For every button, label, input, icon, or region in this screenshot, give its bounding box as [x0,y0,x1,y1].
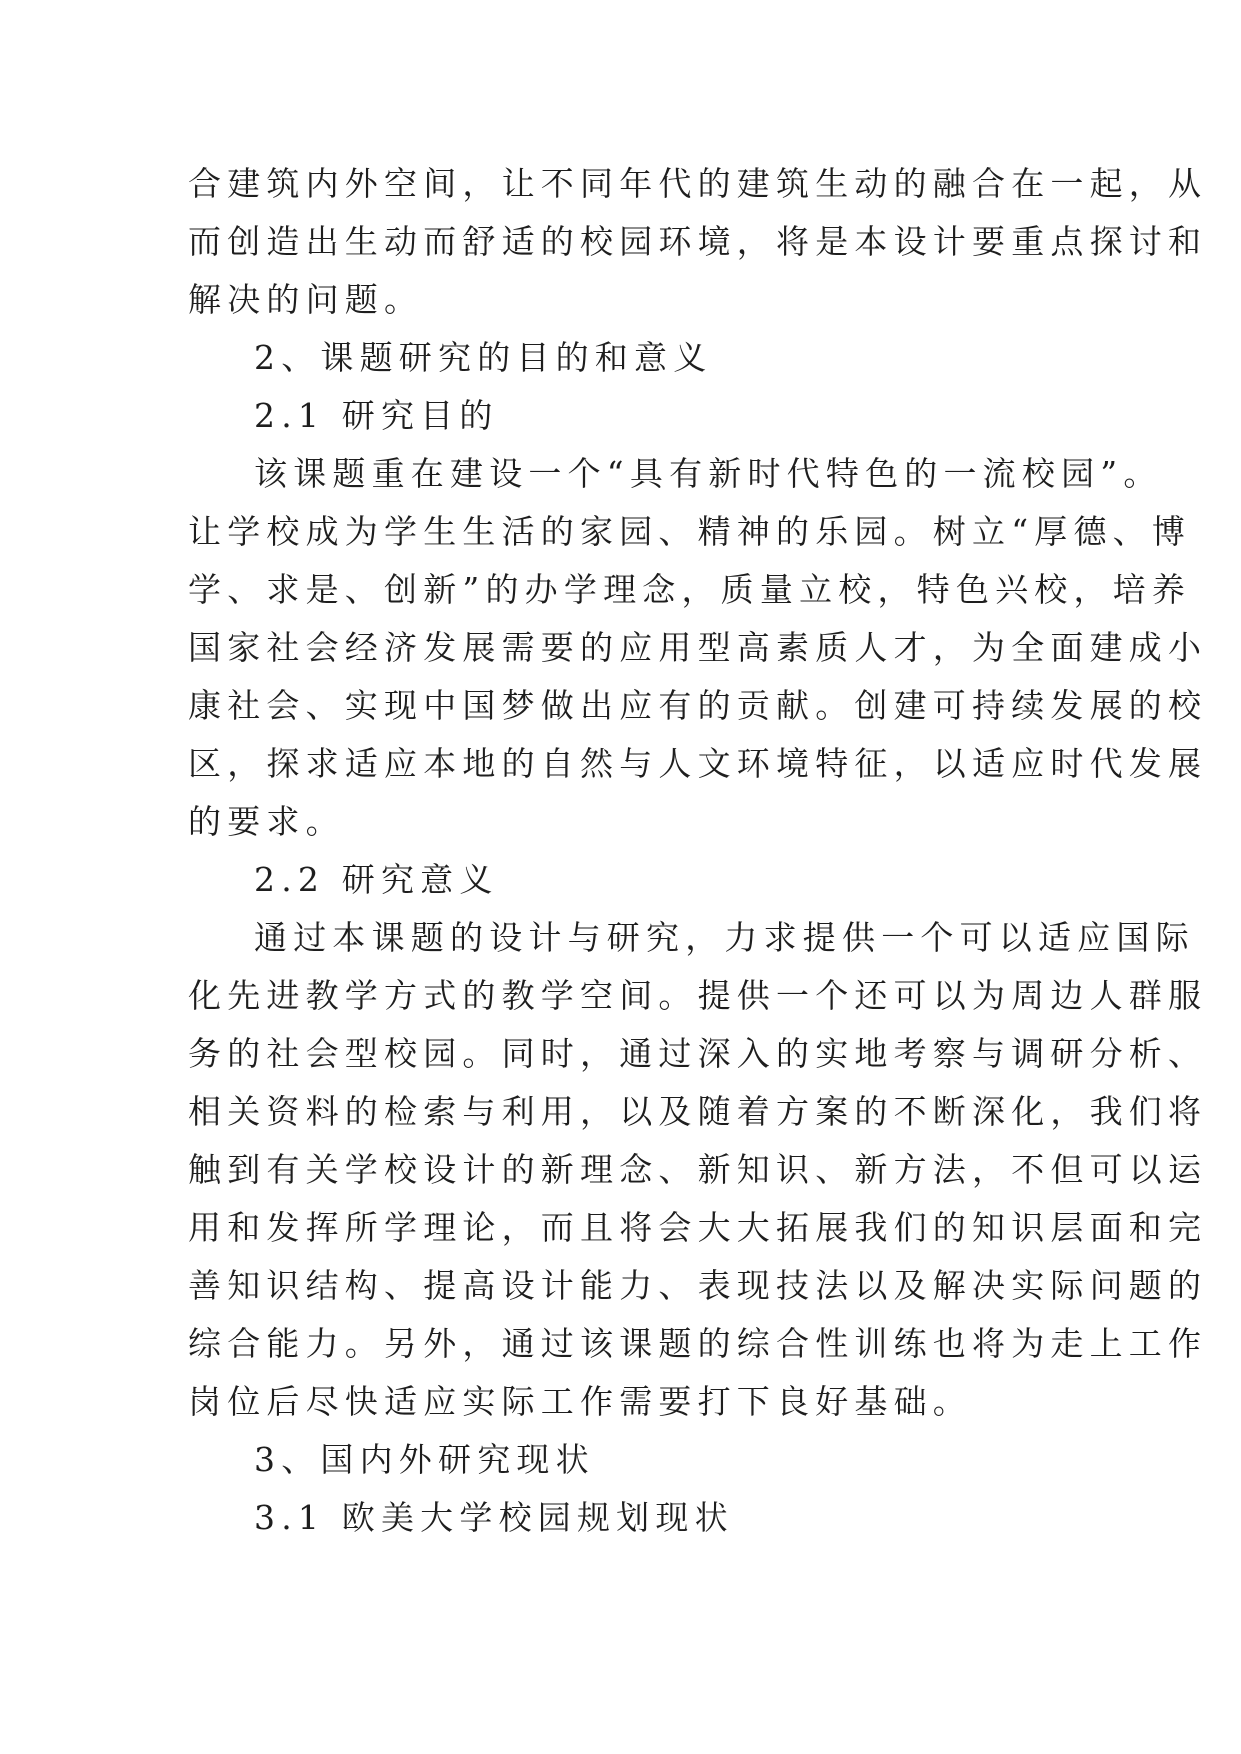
body-text-line: 综合能力。另外，通过该课题的综合性训练也将为走上工作 [188,1324,1208,1363]
body-text-line: 区，探求适应本地的自然与人文环境特征，以适应时代发展 [188,744,1208,783]
body-text-line: 而创造出生动而舒适的校园环境，将是本设计要重点探讨和 [188,222,1208,261]
body-text-line: 学、求是、创新”的办学理念，质量立校，特色兴校，培养 [188,570,1192,609]
paragraph-first-line: 通过本课题的设计与研究，力求提供一个可以适应国际 [254,918,1195,957]
body-text-line: 触到有关学校设计的新理念、新知识、新方法，不但可以运 [188,1150,1208,1189]
body-text-line: 让学校成为学生生活的家园、精神的乐园。树立“厚德、博 [188,512,1192,551]
paragraph-first-line: 该课题重在建设一个“具有新时代特色的一流校园”。 [254,454,1163,493]
body-text-line: 国家社会经济发展需要的应用型高素质人才，为全面建成小 [188,628,1208,667]
body-text-line: 相关资料的检索与利用，以及随着方案的不断深化，我们将 [188,1092,1208,1131]
body-text-line: 务的社会型校园。同时，通过深入的实地考察与调研分析、 [188,1034,1208,1073]
subsection-heading: 2.1 研究目的 [254,396,499,435]
body-text-line: 合建筑内外空间，让不同年代的建筑生动的融合在一起，从 [188,164,1208,203]
body-text-line: 的要求。 [188,802,345,841]
section-heading: 2、课题研究的目的和意义 [254,338,713,377]
subsection-heading: 2.2 研究意义 [254,860,499,899]
body-text-line: 岗位后尽快适应实际工作需要打下良好基础。 [188,1382,972,1421]
body-text-line: 康社会、实现中国梦做出应有的贡献。创建可持续发展的校 [188,686,1208,725]
body-text-line: 化先进教学方式的教学空间。提供一个还可以为周边人群服 [188,976,1208,1015]
section-heading: 3、国内外研究现状 [254,1440,595,1479]
body-text-line: 善知识结构、提高设计能力、表现技法以及解决实际问题的 [188,1266,1208,1305]
body-text-line: 解决的问题。 [188,280,424,319]
body-text-line: 用和发挥所学理论，而且将会大大拓展我们的知识层面和完 [188,1208,1208,1247]
subsection-heading: 3.1 欧美大学校园规划现状 [254,1498,734,1537]
